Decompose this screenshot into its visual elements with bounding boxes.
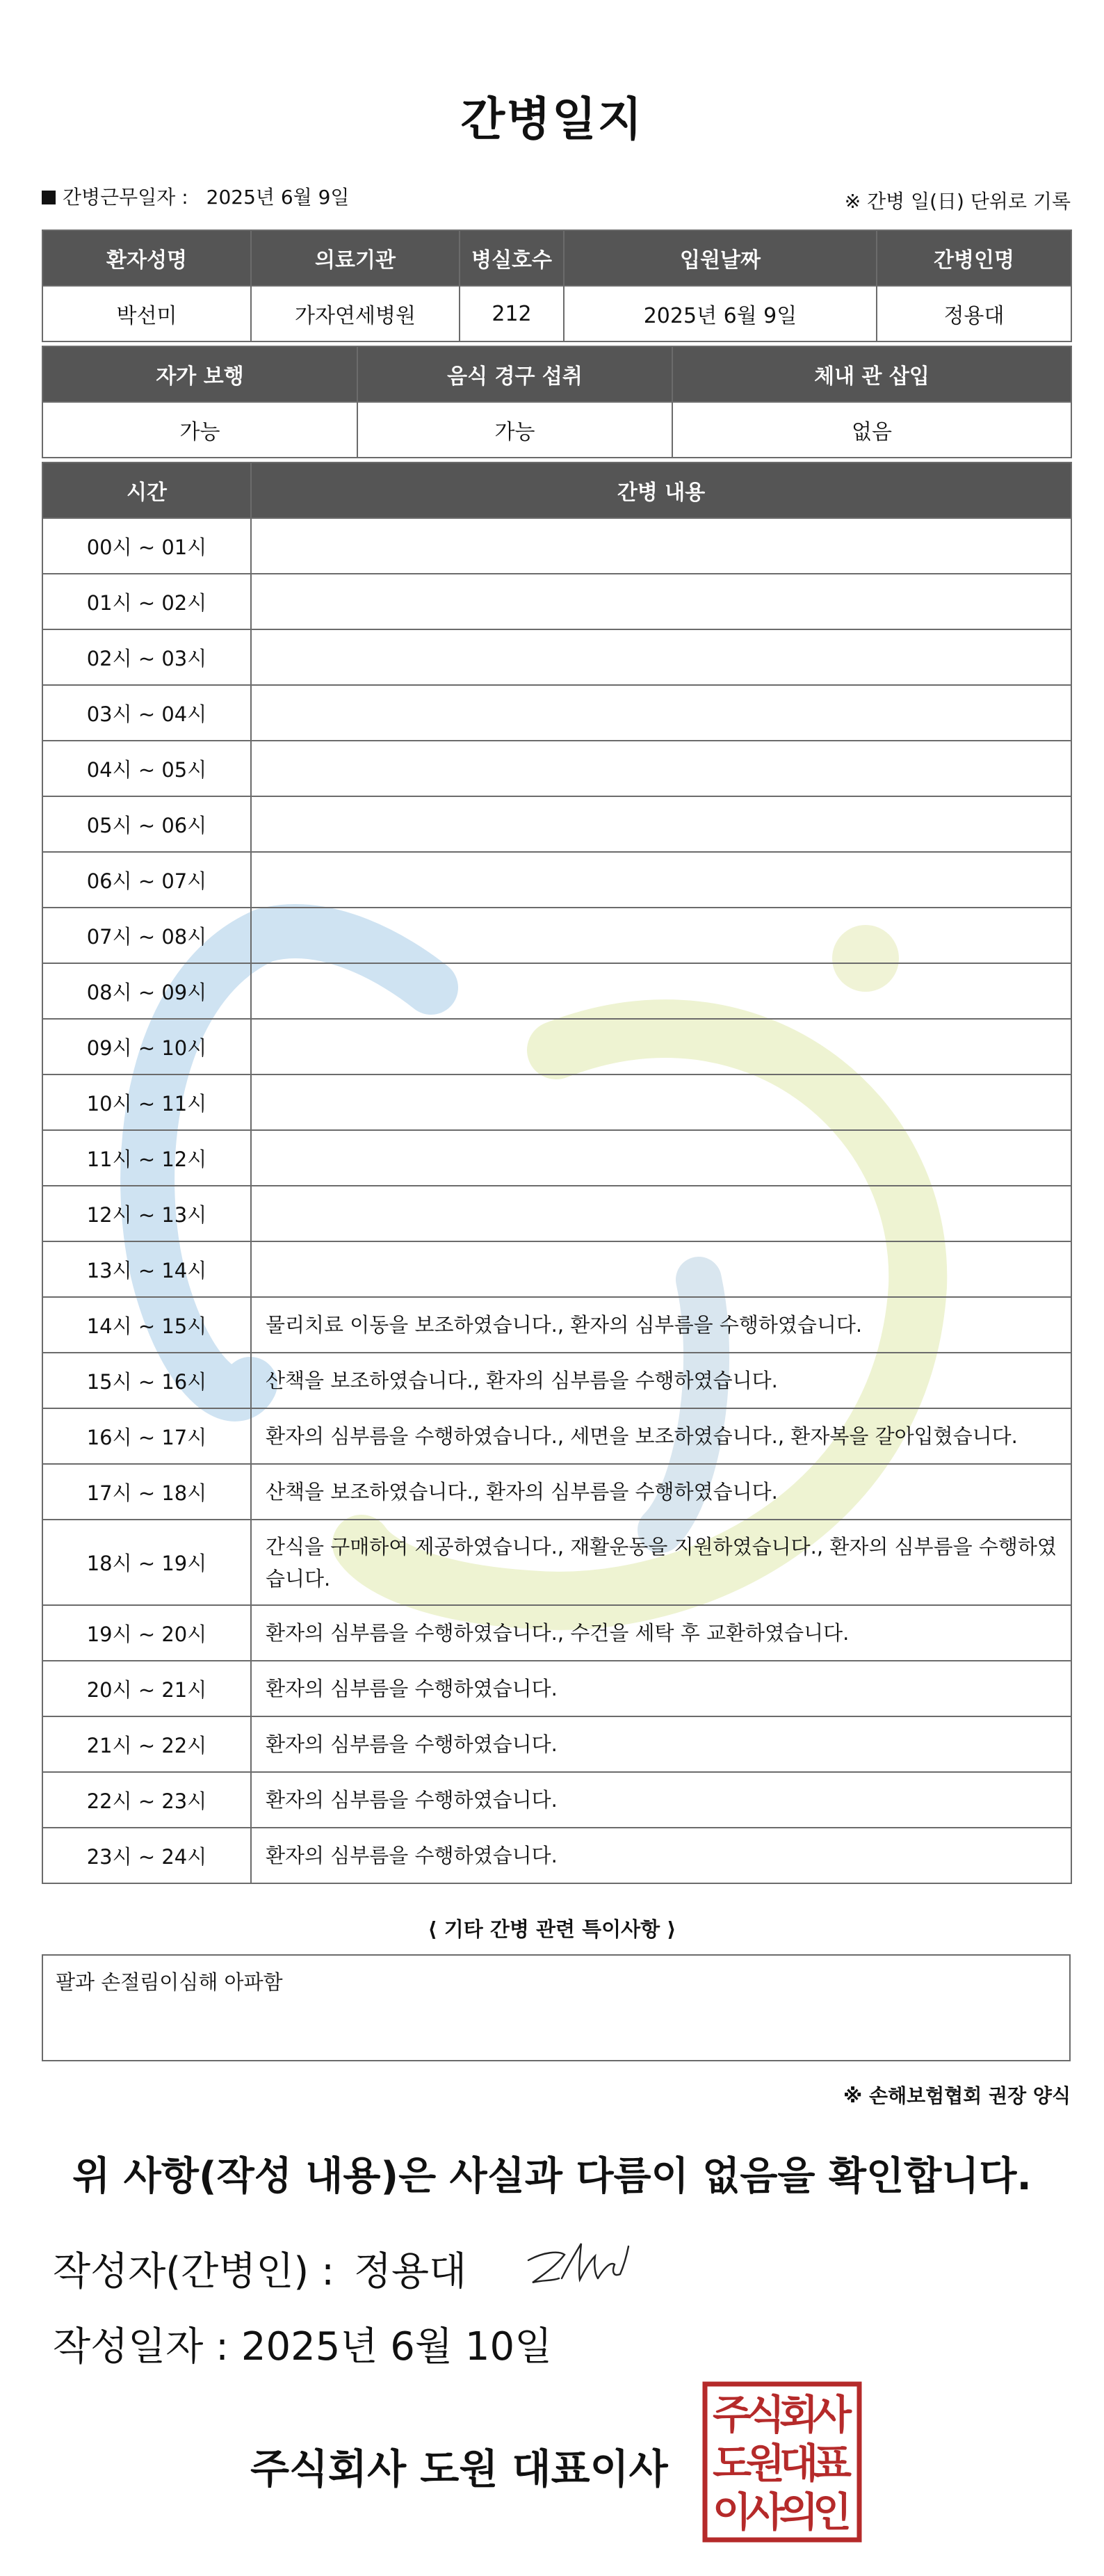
work-date-value: 2025년 6월 9일 — [206, 186, 350, 209]
table-row — [42, 1353, 1071, 1408]
table-row — [42, 1605, 1071, 1661]
content-cell: 물리치료 이동을 보조하였습니다., 환자의 심부름을 수행하였습니다. — [251, 1297, 1071, 1353]
table-row — [42, 1716, 1071, 1772]
content-cell — [251, 1186, 1071, 1241]
table-row — [42, 1772, 1071, 1828]
bullet-square-icon — [42, 191, 56, 204]
time-cell: 04시 ~ 05시 — [42, 741, 251, 796]
time-cell: 09시 ~ 10시 — [42, 1019, 251, 1074]
header-room-number: 병실호수 — [460, 230, 564, 286]
header-admission-date: 입원날짜 — [564, 230, 877, 286]
time-cell: 18시 ~ 19시 — [42, 1520, 251, 1605]
header-self-walking: 자가 보행 — [42, 346, 357, 402]
svg-text:사: 사 — [745, 2488, 786, 2536]
table-row — [42, 963, 1071, 1019]
header-oral-intake: 음식 경구 섭취 — [357, 346, 672, 402]
content-cell — [251, 908, 1071, 963]
notes-content: 팔과 손절림이심해 아파함 — [56, 1970, 283, 1994]
svg-text:주: 주 — [712, 2391, 752, 2438]
confirm-statement: 위 사항(작성 내용)은 사실과 다름이 없음을 확인합니다. — [72, 2154, 1032, 2199]
tube-insertion-value: 없음 — [672, 402, 1071, 458]
time-cell: 21시 ~ 22시 — [42, 1716, 251, 1772]
document-title: 간병일지 — [460, 92, 644, 146]
content-cell — [251, 685, 1071, 741]
content-cell — [251, 574, 1071, 629]
table-row — [42, 852, 1071, 908]
content-cell — [251, 629, 1071, 685]
svg-text:사: 사 — [812, 2391, 852, 2438]
svg-text:식: 식 — [745, 2391, 786, 2438]
content-cell — [251, 1074, 1071, 1130]
content-cell: 산책을 보조하였습니다., 환자의 심부름을 수행하였습니다. — [251, 1464, 1071, 1520]
company-seal-stamp — [702, 2381, 862, 2543]
content-cell — [251, 852, 1071, 908]
header-tube-insertion: 체내 관 삽입 — [672, 346, 1071, 402]
room-number: 212 — [460, 286, 564, 341]
svg-text:도: 도 — [712, 2440, 752, 2487]
table-row — [42, 796, 1071, 852]
recommend-note: ※ 손해보험협회 권장 양식 — [843, 2084, 1071, 2107]
time-cell: 22시 ~ 23시 — [42, 1772, 251, 1828]
time-cell: 03시 ~ 04시 — [42, 685, 251, 741]
header-patient-name: 환자성명 — [42, 230, 251, 286]
work-date-label: 간병근무일자 : — [63, 186, 188, 209]
time-cell: 12시 ~ 13시 — [42, 1186, 251, 1241]
content-cell — [251, 796, 1071, 852]
signature-icon — [523, 2237, 634, 2292]
content-cell: 환자의 심부름을 수행하였습니다. — [251, 1828, 1071, 1883]
table-row — [42, 908, 1071, 963]
table-row — [42, 1661, 1071, 1716]
patient-status-table — [42, 346, 1072, 458]
company-representative: 주식회사 도원 대표이사 — [250, 2445, 668, 2493]
table-row — [42, 518, 1071, 574]
table-row — [42, 1019, 1071, 1074]
hospital-name: 가자연세병원 — [251, 286, 460, 341]
time-cell: 02시 ~ 03시 — [42, 629, 251, 685]
header-hospital: 의료기관 — [251, 230, 460, 286]
content-cell: 환자의 심부름을 수행하였습니다., 세면을 보조하였습니다., 환자복을 갈아입혔습니다. — [251, 1408, 1071, 1464]
table-row — [42, 1241, 1071, 1297]
admission-date: 2025년 6월 9일 — [564, 286, 877, 341]
table-row — [42, 1828, 1071, 1883]
caregiver-name: 정용대 — [877, 286, 1071, 341]
content-cell: 환자의 심부름을 수행하였습니다., 수건을 세탁 후 교환하였습니다. — [251, 1605, 1071, 1661]
content-cell: 간식을 구매하여 제공하였습니다., 재활운동을 지원하였습니다., 환자의 심부름을 수행하였습니다. — [251, 1520, 1071, 1605]
time-cell: 23시 ~ 24시 — [42, 1828, 251, 1883]
table-row — [42, 1297, 1071, 1353]
written-date-row — [53, 2316, 552, 2372]
time-cell: 05시 ~ 06시 — [42, 796, 251, 852]
notes-box — [42, 1954, 1071, 2061]
time-cell: 11시 ~ 12시 — [42, 1130, 251, 1186]
content-cell — [251, 1019, 1071, 1074]
content-cell — [251, 1241, 1071, 1297]
time-cell: 17시 ~ 18시 — [42, 1464, 251, 1520]
table-row — [42, 1186, 1071, 1241]
svg-text:의: 의 — [779, 2488, 819, 2536]
time-cell: 00시 ~ 01시 — [42, 518, 251, 574]
table-row — [42, 741, 1071, 796]
table-row — [42, 1464, 1071, 1520]
time-cell: 08시 ~ 09시 — [42, 963, 251, 1019]
written-date-value: 2025년 6월 10일 — [241, 2324, 553, 2369]
patient-info-table — [42, 230, 1072, 342]
time-cell: 15시 ~ 16시 — [42, 1353, 251, 1408]
table-row — [42, 1520, 1071, 1605]
writer-row — [53, 2241, 466, 2296]
writer-label: 작성자(간병인) : — [53, 2249, 334, 2294]
self-walking-value: 가능 — [42, 402, 357, 458]
time-cell: 16시 ~ 17시 — [42, 1408, 251, 1464]
content-cell — [251, 1130, 1071, 1186]
time-cell: 20시 ~ 21시 — [42, 1661, 251, 1716]
time-cell: 14시 ~ 15시 — [42, 1297, 251, 1353]
header-care-content: 간병 내용 — [251, 462, 1071, 518]
table-row — [42, 1130, 1071, 1186]
time-cell: 06시 ~ 07시 — [42, 852, 251, 908]
content-cell: 환자의 심부름을 수행하였습니다. — [251, 1716, 1071, 1772]
svg-text:표: 표 — [812, 2440, 852, 2487]
writer-name: 정용대 — [353, 2249, 467, 2294]
header-caregiver-name: 간병인명 — [877, 230, 1071, 286]
table-row — [42, 685, 1071, 741]
content-cell: 산책을 보조하였습니다., 환자의 심부름을 수행하였습니다. — [251, 1353, 1071, 1408]
svg-text:이: 이 — [712, 2488, 752, 2536]
table-row — [42, 1074, 1071, 1130]
unit-note: ※ 간병 일(日) 단위로 기록 — [844, 190, 1071, 213]
notes-title: ⟨ 기타 간병 관련 특이사항 ⟩ — [428, 1917, 676, 1941]
header-time: 시간 — [42, 462, 251, 518]
svg-text:원: 원 — [745, 2440, 786, 2487]
time-cell: 19시 ~ 20시 — [42, 1605, 251, 1661]
content-cell — [251, 518, 1071, 574]
oral-intake-value: 가능 — [357, 402, 672, 458]
content-cell — [251, 963, 1071, 1019]
written-date-label: 작성일자 : — [53, 2324, 229, 2369]
table-row — [42, 1408, 1071, 1464]
time-cell: 13시 ~ 14시 — [42, 1241, 251, 1297]
care-log-table — [42, 462, 1072, 1884]
content-cell: 환자의 심부름을 수행하였습니다. — [251, 1772, 1071, 1828]
table-row — [42, 629, 1071, 685]
content-cell — [251, 741, 1071, 796]
work-date-row — [42, 182, 349, 210]
content-cell: 환자의 심부름을 수행하였습니다. — [251, 1661, 1071, 1716]
svg-text:회: 회 — [779, 2391, 819, 2438]
time-cell: 07시 ~ 08시 — [42, 908, 251, 963]
table-row — [42, 574, 1071, 629]
svg-text:대: 대 — [779, 2440, 819, 2487]
svg-text:인: 인 — [812, 2488, 852, 2536]
time-cell: 01시 ~ 02시 — [42, 574, 251, 629]
time-cell: 10시 ~ 11시 — [42, 1074, 251, 1130]
patient-name: 박선미 — [42, 286, 251, 341]
